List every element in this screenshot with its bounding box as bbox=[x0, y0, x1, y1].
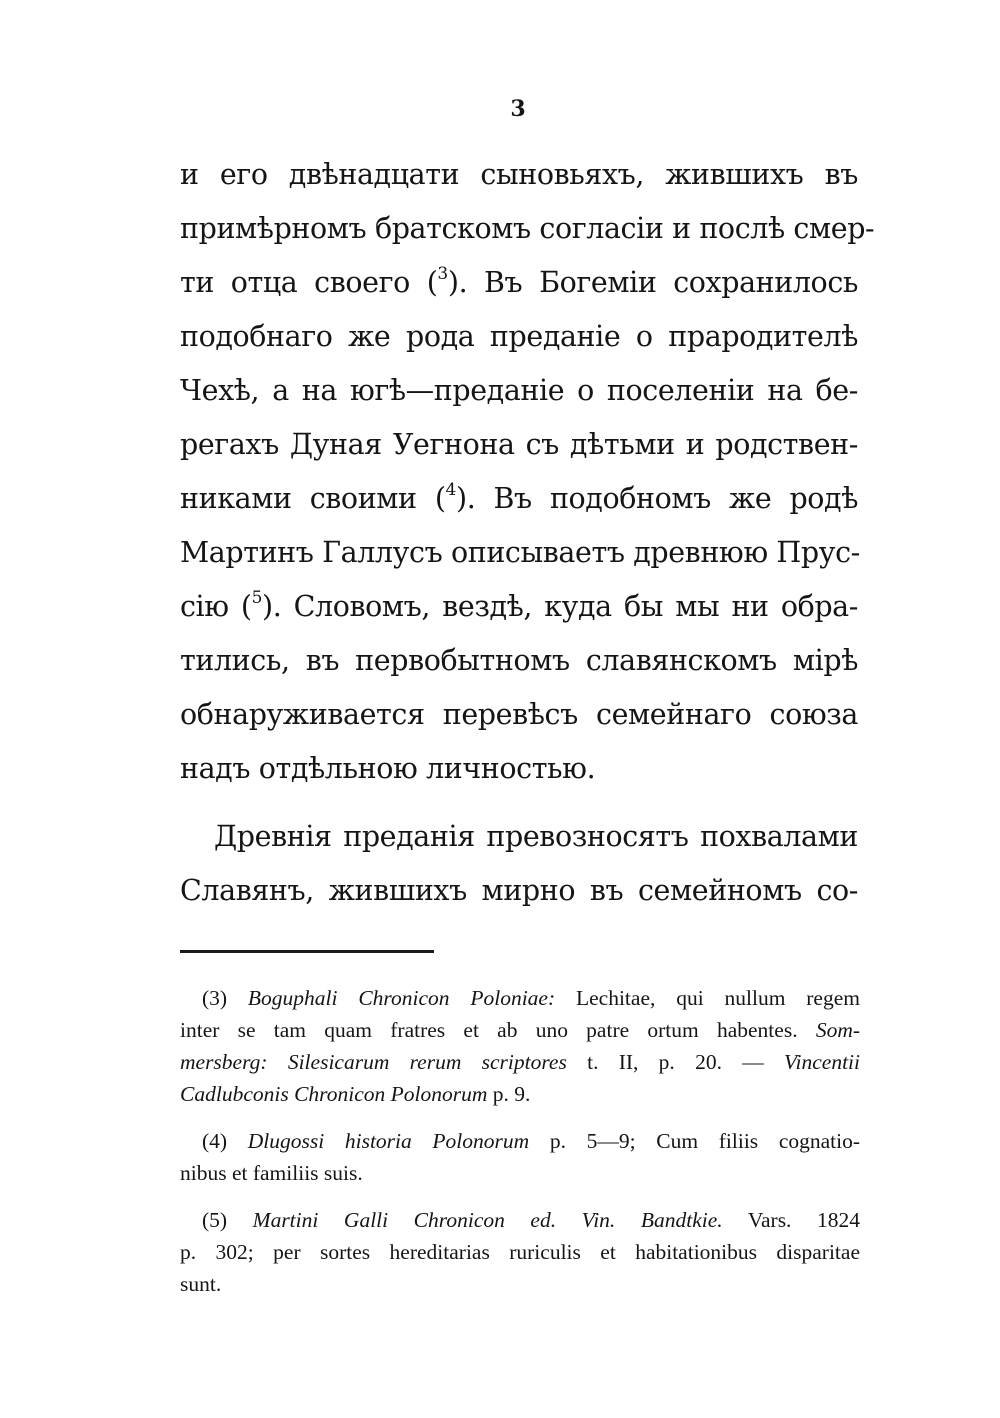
text-line: подобнаго же рода преданіе о прародителѣ bbox=[180, 320, 858, 353]
text-line: никами своими ($^4$). Въ подобномъ же родѣ bbox=[180, 480, 858, 515]
text-line: Чехѣ, а на югѣ—преданіе о поселеніи на бе- bbox=[180, 374, 858, 407]
footnote-ref-4[interactable]: 4 bbox=[445, 480, 456, 500]
text-line: Мартинъ Галлусъ описываетъ древнюю Прус- bbox=[180, 536, 860, 569]
footnote-ref-3[interactable]: 3 bbox=[437, 264, 448, 284]
footnote-line: p. 302; per sortes hereditarias ruriculis et habitationibus disparitae bbox=[180, 1240, 860, 1264]
footnote-separator bbox=[180, 950, 434, 953]
text-line: ти отца своего ($^3$). Въ Богеміи сохранилось bbox=[180, 264, 858, 299]
footnote-line: Cadlubconis Chronicon Polonorum p. 9. bbox=[180, 1082, 531, 1106]
footnote-ref-5[interactable]: 5 bbox=[251, 588, 263, 608]
footnote-4 bbox=[180, 1125, 860, 1189]
footnote-line: sunt. bbox=[180, 1272, 222, 1296]
text-line: надъ отдѣльною личностью. bbox=[180, 752, 596, 785]
footnote-line: mersberg: Silesicarum rerum scriptores t. II, p. 20. — Vincentii bbox=[180, 1050, 860, 1074]
text-line: тились, въ первобытномъ славянскомъ мірѣ bbox=[180, 644, 858, 677]
page-number: 3 bbox=[510, 96, 526, 122]
footnote-line: (3) Boguphali Chronicon Poloniae: Lechitae, qui nullum regem bbox=[202, 986, 860, 1010]
footnote-3 bbox=[180, 982, 860, 1110]
footnote-marker: (4) bbox=[202, 1129, 228, 1153]
footnote-line: (5) Martini Galli Chronicon ed. Vin. Bandtkie. Vars. 1824 bbox=[202, 1208, 860, 1232]
text-line: регахъ Дуная Уегнона съ дѣтьми и родствен- bbox=[180, 428, 858, 461]
text-line: обнаруживается перевѣсъ семейнаго союза bbox=[180, 698, 858, 731]
footnote-marker: (5) bbox=[202, 1208, 228, 1232]
text-line: примѣрномъ братскомъ согласіи и послѣ смер- bbox=[180, 212, 875, 245]
paragraph-2 bbox=[180, 810, 858, 918]
text-line: Древнія преданія превозносятъ похвалами bbox=[214, 820, 858, 853]
text-line: и его двѣнадцати сыновьяхъ, жившихъ въ bbox=[180, 158, 858, 191]
footnote-5 bbox=[180, 1204, 860, 1300]
paragraph-1 bbox=[180, 148, 875, 796]
footnote-line: inter se tam quam fratres et ab uno patre ortum habentes. Som- bbox=[180, 1018, 861, 1042]
text-line: сію ($^5$). Словомъ, вездѣ, куда бы мы ни обра- bbox=[180, 588, 858, 623]
text-line: Славянъ, жившихъ мирно въ семейномъ со- bbox=[180, 874, 858, 907]
footnote-line: nibus et familiis suis. bbox=[180, 1161, 363, 1185]
footnotes bbox=[180, 982, 860, 1315]
footnote-line: (4) Dlugossi historia Polonorum p. 5—9; Cum filiis cognatio- bbox=[202, 1129, 861, 1153]
footnote-marker: (3) bbox=[202, 986, 228, 1010]
